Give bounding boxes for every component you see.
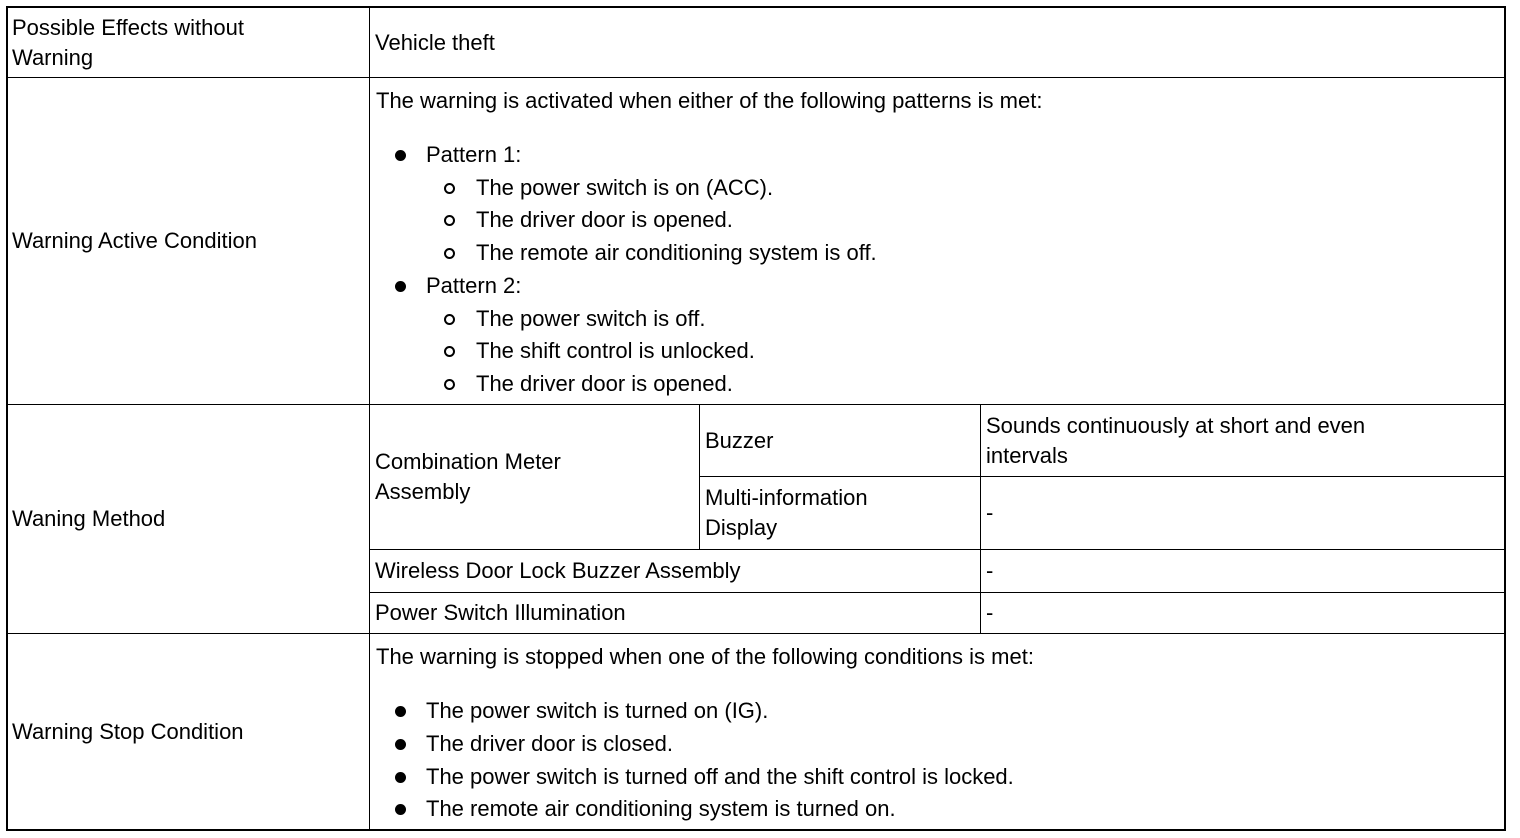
buzzer-value-cell	[981, 405, 1504, 476]
active-intro: The warning is activated when either of the following patterns is met:	[376, 88, 1043, 113]
wireless-value-cell	[981, 550, 1504, 592]
pattern-2-item-1: The power switch is off.	[476, 306, 706, 331]
bullet-dot	[395, 804, 406, 815]
combination-label: Combination Meter Assembly	[375, 449, 561, 504]
illum-value-cell	[981, 593, 1504, 633]
wireless-label: Wireless Door Lock Buzzer Assembly	[375, 558, 741, 583]
bullet-dot	[395, 281, 406, 292]
active-label: Warning Active Condition	[12, 228, 257, 253]
wireless-value: -	[986, 558, 994, 583]
mid-label: Multi-information Display	[705, 485, 868, 540]
pattern-1-title: Pattern 1:	[426, 142, 522, 167]
sub-bullet-ring	[444, 346, 455, 357]
mid-value-cell	[981, 477, 1504, 549]
method-label-cell	[7, 405, 369, 633]
pattern-2-title: Pattern 2:	[426, 273, 522, 298]
sub-bullet-ring	[444, 379, 455, 390]
effects-label: Possible Effects without Warning	[12, 14, 244, 70]
active-label-cell	[7, 78, 369, 404]
buzzer-label-cell	[700, 405, 980, 476]
stop-item-1: The power switch is turned on (IG).	[426, 698, 769, 723]
stop-item-4: The remote air conditioning system is turned on.	[426, 796, 896, 821]
effects-value: Vehicle theft	[375, 29, 495, 55]
sub-bullet-ring	[444, 215, 455, 226]
method-label: Waning Method	[12, 506, 166, 531]
pattern-1-item-3: The remote air conditioning system is off.	[476, 240, 877, 265]
bullet-dot	[395, 772, 406, 783]
sub-bullet-ring	[444, 248, 455, 259]
pattern-1-item-2: The driver door is opened.	[476, 207, 733, 232]
buzzer-value: Sounds continuously at short and even intervals	[986, 412, 1366, 468]
stop-label: Warning Stop Condition	[12, 718, 244, 744]
illum-value: -	[986, 600, 994, 625]
combination-cell	[370, 405, 699, 549]
bullet-dot	[395, 150, 406, 161]
stop-intro: The warning is stopped when one of the following conditions is met:	[376, 644, 1034, 669]
effects-value-cell	[370, 8, 1504, 77]
pattern-2-item-2: The shift control is unlocked.	[476, 338, 755, 363]
wireless-label-cell	[370, 550, 980, 592]
illum-label-cell	[370, 593, 980, 633]
effects-label-cell	[7, 8, 369, 77]
sub-bullet-ring	[444, 314, 455, 325]
bullet-dot	[395, 739, 406, 750]
mid-label-cell	[700, 477, 980, 549]
bullet-dot	[395, 706, 406, 717]
stop-item-3: The power switch is turned off and the shift control is locked.	[426, 764, 1014, 789]
stop-item-2: The driver door is closed.	[426, 731, 673, 756]
pattern-1-item-1: The power switch is on (ACC).	[476, 175, 774, 200]
buzzer-label: Buzzer	[705, 427, 774, 453]
stop-label-cell	[7, 634, 369, 829]
pattern-2-item-3: The driver door is opened.	[476, 371, 733, 396]
mid-value: -	[986, 500, 994, 525]
illum-label: Power Switch Illumination	[375, 600, 626, 625]
sub-bullet-ring	[444, 183, 455, 194]
